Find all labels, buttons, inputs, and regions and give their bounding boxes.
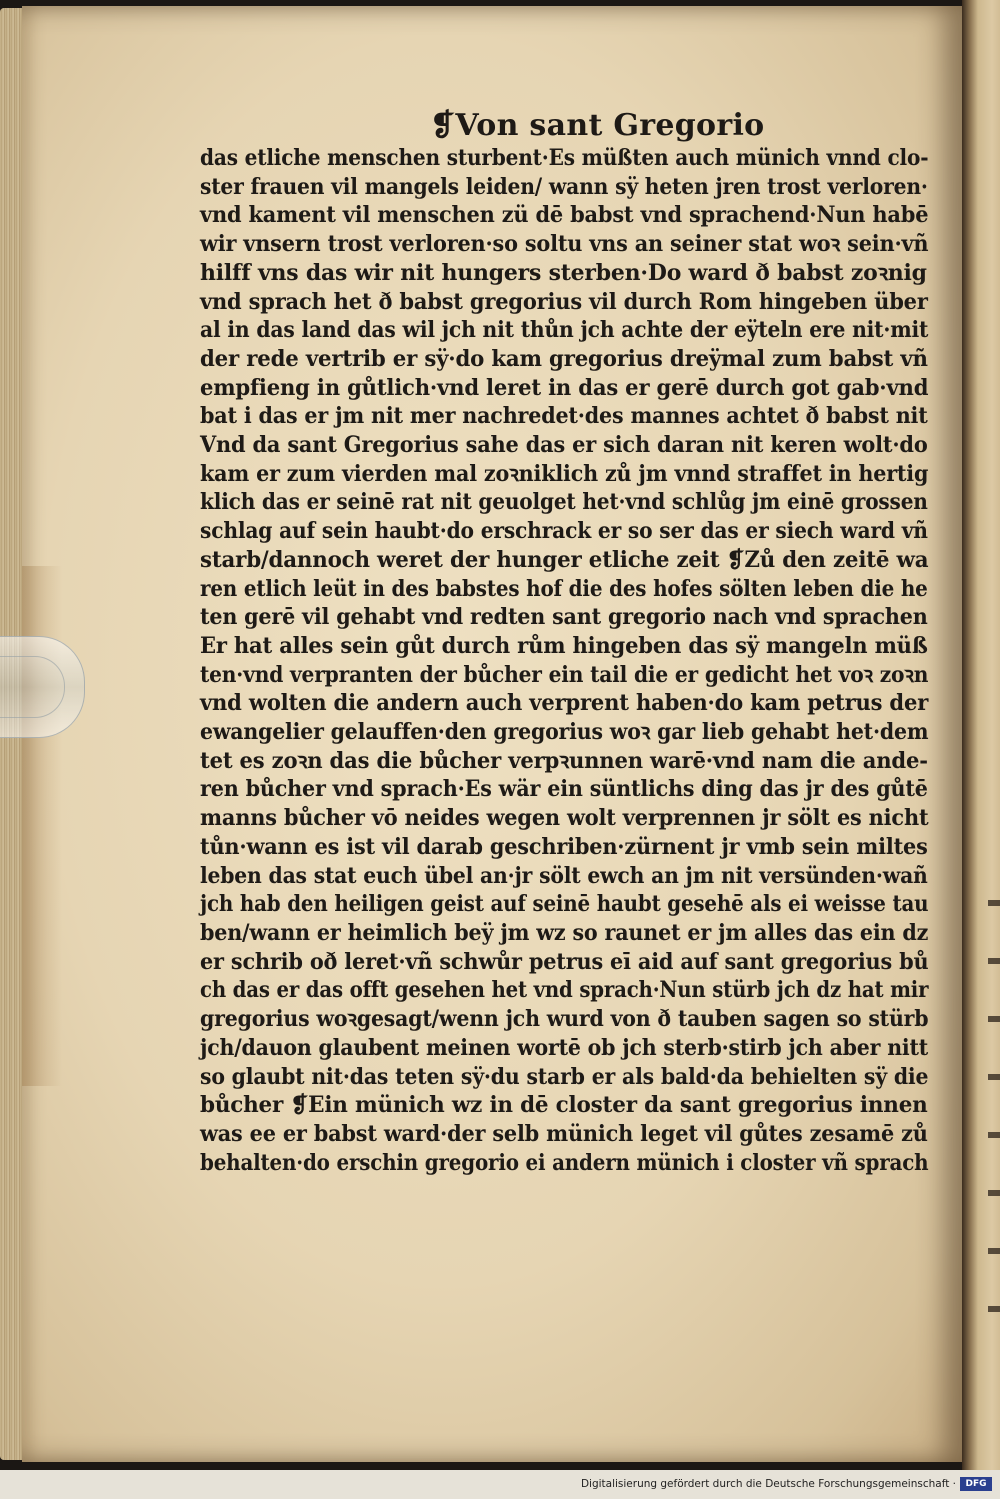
footer-credit: Digitalisierung gefördert durch die Deutsche Forschungsgemeinschaft · — [580, 1478, 956, 1490]
footer-bar — [0, 1470, 1000, 1499]
text-line: das etliche menschen sturbent·Es müßten auch münich vnnd clo- — [200, 145, 929, 171]
text-line: ten gerē vil gehabt vnd redten sant gregorio nach vnd sprachen — [200, 604, 928, 631]
text-block — [200, 108, 930, 1177]
text-line: was ee er babst ward·der selb münich leget vil gůtes zesamē zů — [200, 1120, 928, 1147]
text-line: jch hab den heiligen geist auf seinē haubt gesehē als ei weisse tau — [200, 891, 929, 918]
text-line: schlag auf sein haubt·do erschrack er so ser das er siech ward vñ — [200, 518, 928, 545]
text-line: er schrib oð leret·vñ schwůr petrus eī aid auf sant gregorius bů — [200, 948, 929, 975]
text-line: ster frauen vil mangels leiden/ wann sÿ heten jren trost verloren· — [200, 173, 928, 200]
text-line: leben das stat euch übel an·jr sölt ewch an jm nit versünden·wañ — [200, 862, 928, 889]
text-line: ren bůcher vnd sprach·Es wär ein süntlichs ding das jr des gůtē — [200, 776, 928, 803]
text-line: bůcher ❡Ein münich wz in dē closter da sant gregorius innen — [200, 1092, 928, 1119]
text-line: gregorius woꝛgesagt/wenn jch wurd von ð tauben sagen so stürb — [200, 1006, 929, 1033]
text-line: Vnd da sant Gregorius sahe das er sich daran nit keren wolt·do — [200, 432, 928, 459]
text-line: vnd sprach het ð babst gregorius vil durch Rom hingeben über — [200, 288, 928, 315]
text-line: ten·vnd verpranten der bůcher ein tail die er gedicht het voꝛ zoꝛn — [200, 661, 929, 688]
text-line: jch/dauon glaubent meinen wortē ob jch sterb·stirb jch aber nitt — [200, 1034, 929, 1061]
text-line: der rede vertrib er sÿ·do kam gregorius dreÿmal zum babst vñ — [200, 345, 928, 372]
text-line: bat i das er jm nit mer nachredet·des mannes achtet ð babst nit — [200, 403, 928, 430]
page-heading: ❡Von sant Gregorio — [430, 108, 765, 143]
dfg-logo: DFG — [960, 1477, 992, 1491]
text-line: empfieng in gůtlich·vnd leret in das er gerē durch got gab·vnd — [200, 374, 929, 401]
facing-page-marks — [988, 900, 1000, 1320]
text-line: so glaubt nit·das teten sÿ·du starb er als bald·da behielten sÿ die — [200, 1063, 929, 1090]
text-line: vnd kament vil menschen zü dē babst vnd sprachend·Nun habē — [200, 202, 929, 229]
text-line: behalten·do erschin gregorio ei andern münich i closter vñ sprach — [200, 1149, 929, 1176]
text-line: manns bůcher vō neides wegen wolt verprennen jr sölt es nicht — [200, 805, 929, 832]
text-line: tůn·wann es ist vil darab geschriben·zürnent jr vmb sein miltes — [200, 833, 928, 860]
text-line: ren etlich leüt in des babstes hof die des hofes sölten leben die he — [200, 575, 928, 602]
text-line: ewangelier gelauffen·den gregorius woꝛ gar lieb gehabt het·dem — [200, 719, 929, 746]
page-clip-inner — [0, 656, 65, 718]
text-line: klich das er seinē rat nit geuolget het·vnd schlůg jm einē grossen — [200, 489, 928, 516]
text-line: ben/wann er heimlich beÿ jm wz so raunet er jm alles das ein dz — [200, 919, 929, 946]
text-line: starb/dannoch weret der hunger etliche zeit ❡Zů den zeitē wa — [200, 546, 929, 573]
text-line: ch das er das offt gesehen het vnd sprach·Nun stürb jch dz hat mir — [200, 977, 929, 1004]
text-lines — [200, 144, 930, 1177]
text-line: hilff vns das wir nit hungers sterben·Do ward ð babst zoꝛnig — [200, 259, 927, 286]
text-line: Er hat alles sein gůt durch rům hingeben das sÿ mangeln müß — [200, 632, 928, 659]
text-line: tet es zoꝛn das die bůcher verpꝛunnen warē·vnd nam die ande- — [200, 747, 928, 774]
text-line: kam er zum vierden mal zoꝛniklich zů jm vnnd straffet in hertig — [200, 460, 929, 487]
text-line: al in das land das wil jch nit thůn jch achte der eÿteln ere nit·mit — [200, 317, 929, 344]
text-line: vnd wolten die andern auch verprent haben·do kam petrus der — [200, 690, 929, 717]
text-line: wir vnsern trost verloren·so soltu vns an seiner stat woꝛ sein·vñ — [200, 231, 929, 258]
